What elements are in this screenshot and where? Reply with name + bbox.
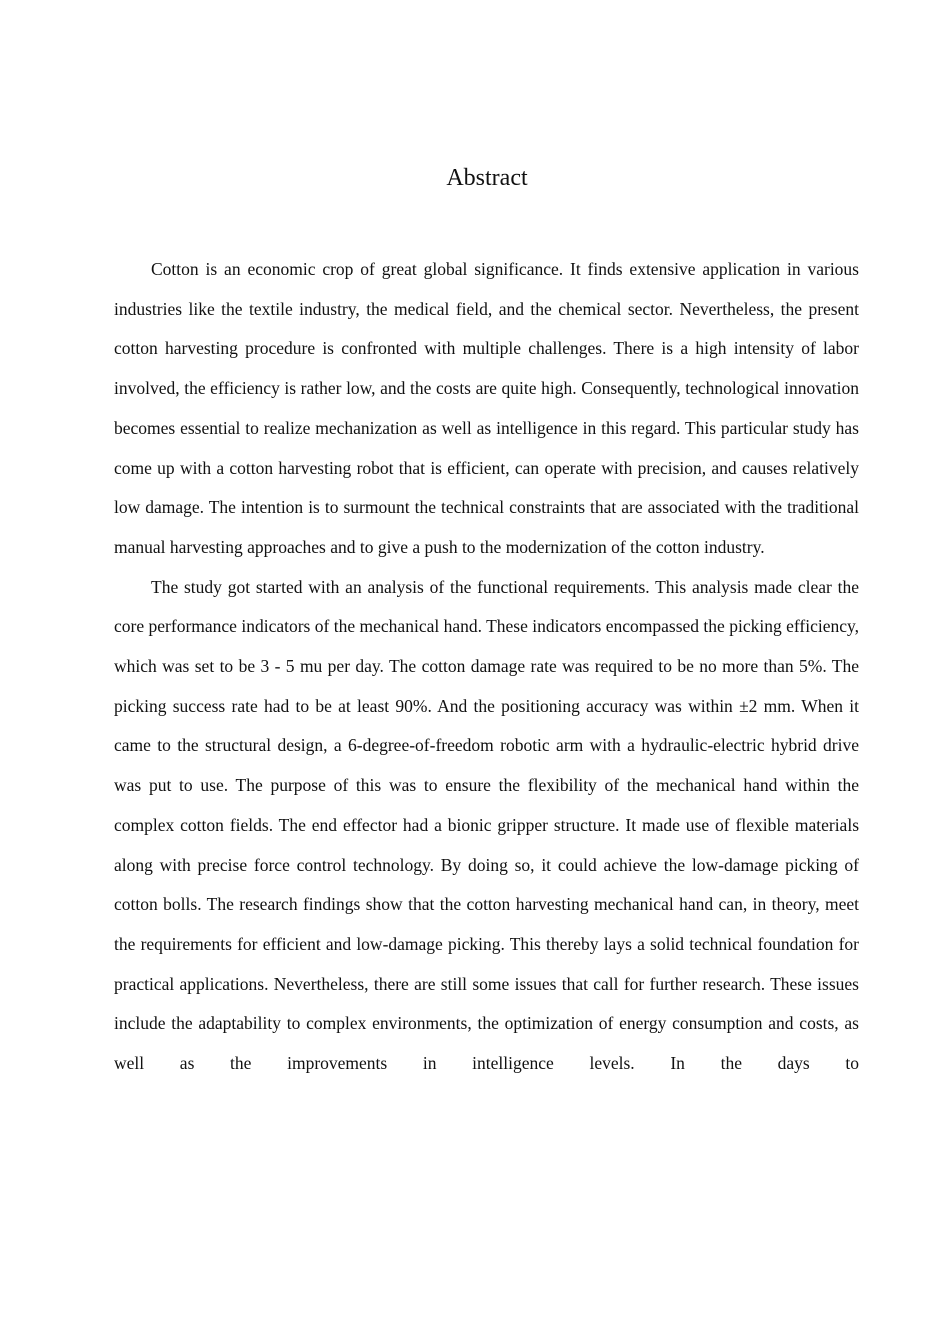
paragraph-1: Cotton is an economic crop of great global significance. It finds extensive application in various industries like the textile industry, the medical field, and the chemical sector. Nevertheless, the present cotton harvesting procedure is confronted with multiple challenges. There is a high intensity of labor involved, the efficiency is rather low, and the costs are quite high. Consequently, technological innovation becomes essential to realize mechanization as well as intelligence in this regard. This particular study has come up with a cotton harvesting robot that is efficient, can operate with precision, and causes relatively low damage. The intention is to surmount the technical constraints that are associated with the traditional manual harvesting approaches and to give a push to the modernization of the cotton industry.: [114, 259, 859, 557]
paragraph-2: The study got started with an analysis of the functional requirements. This analysis made clear the core performance indicators of the mechanical hand. These indicators encompassed the picking efficiency, which was set to be 3 - 5 mu per day. The cotton damage rate was required to be no more than 5%. The picking success rate had to be at least 90%. And the positioning accuracy was within ±2 mm. When it came to the structural design, a 6-degree-of-freedom robotic arm with a hydraulic-electric hybrid drive was put to use. The purpose of this was to ensure the flexibility of the mechanical hand within the complex cotton fields. The end effector had a bionic gripper structure. It made use of flexible materials along with precise force control technology. By doing so, it could achieve the low-damage picking of cotton bolls. The research findings show that the cotton harvesting mechanical hand can, in theory, meet the requirements for efficient and low-damage picking. This thereby lays a solid technical foundation for practical applications. Nevertheless, there are still some issues that call for further research. These issues include the adaptability to complex environments, the optimization of energy consumption and costs, as well as the improvements in intelligence levels. In the days to: [114, 576, 859, 1074]
abstract-body: [114, 250, 859, 1084]
page-title: Abstract: [446, 165, 528, 191]
